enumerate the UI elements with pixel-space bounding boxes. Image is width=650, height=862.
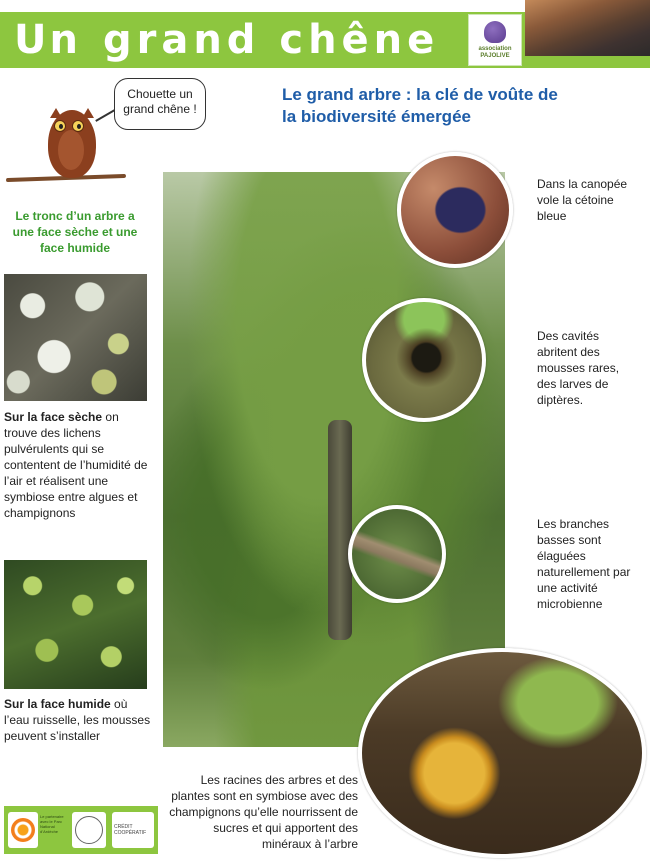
pruned-branch-photo (348, 505, 446, 603)
tree-cavity-photo (362, 298, 486, 422)
wet-face-bold: Sur la face humide (4, 697, 111, 711)
owl-belly (58, 130, 84, 170)
moss-photo (4, 560, 147, 689)
credit-cooperatif-logo: CRÉDIT COOPÉRATIF (112, 812, 154, 848)
headline: Le grand arbre : la clé de voûte de la biodiversité émergée (282, 85, 558, 126)
title-word-grand-chene: grand chêne (102, 17, 440, 63)
pajolive-logo (468, 14, 522, 66)
owl-eye-left (54, 120, 66, 132)
canopy-caption: Dans la canopée vole la cétoine bleue (537, 177, 628, 223)
branches-caption: Les branches basses sont élaguées naturellement par une activité microbienne (537, 517, 631, 611)
dry-face-text (4, 409, 154, 521)
roots-fungi-photo (358, 648, 646, 858)
owl-eye-right (72, 120, 84, 132)
park-logo (8, 812, 38, 848)
seal-icon (75, 816, 103, 844)
title-word-un: Un (14, 17, 81, 63)
spiral-icon (11, 818, 35, 842)
partner-text: Le partenaire avec le Parc National d’Ardèche (40, 814, 64, 834)
cavities-caption: Des cavités abritent des mousses rares, des larves de diptères. (537, 329, 620, 407)
trunk-faces-note: Le tronc d’un arbre a une face sèche et une face humide (12, 209, 138, 255)
grape-icon (484, 21, 506, 43)
dry-face-body: on trouve des lichens pulvérulents qui se contentent de l’humidité de l’air et réalisent une symbiose entre algues et champignons (4, 410, 148, 520)
logo-text: association PAJOLIVE (478, 45, 512, 59)
tree-trunk (328, 420, 352, 640)
wet-face-text (4, 696, 154, 744)
lichen-photo (4, 274, 147, 401)
page-title (14, 16, 439, 64)
roots-caption: Les racines des arbres et des plantes sont en symbiose avec des champignons qu’elle nourrissent de sucres et qui apportent des minéraux à l’arbre (169, 773, 358, 851)
bark-photo (525, 0, 650, 56)
partner-logos (4, 806, 158, 854)
wet-face-body: où l’eau ruisselle, les mousses peuvent s’installer (4, 697, 151, 743)
speech-bubble: Chouette un grand chêne ! (114, 78, 206, 130)
seal-logo (72, 812, 106, 848)
dry-face-bold: Sur la face sèche (4, 410, 103, 424)
beetle-photo (397, 152, 513, 268)
